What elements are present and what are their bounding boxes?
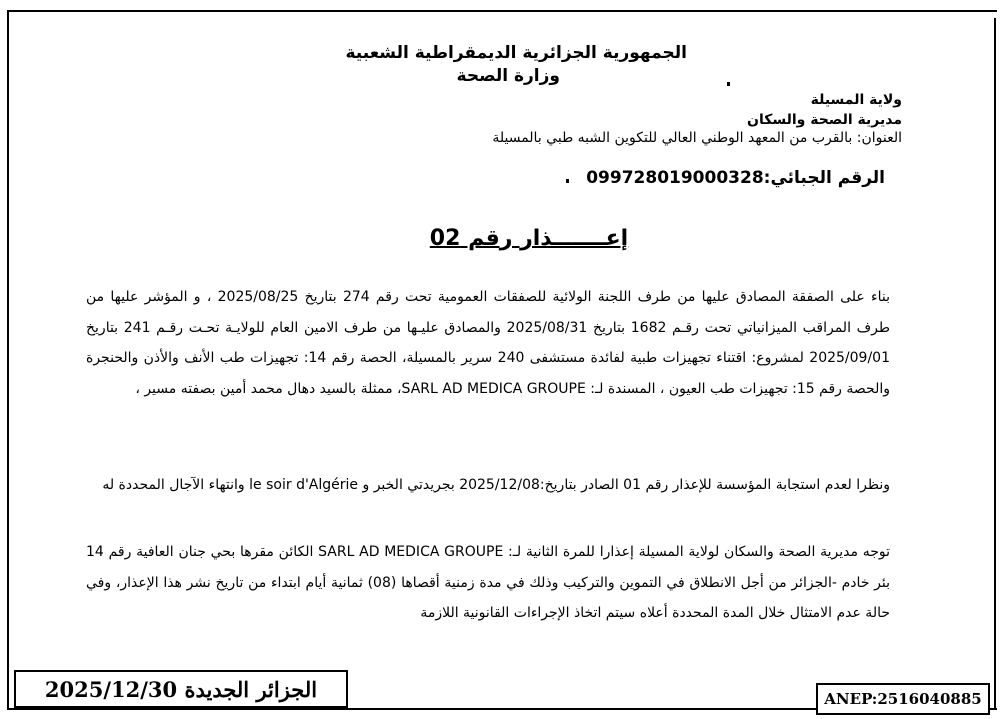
ministry-heading: وزارة الصحة <box>456 66 560 86</box>
publication-label: الجزائر الجديدة 2025/12/30 <box>44 676 318 702</box>
document-title: إعـــــــذار رقم 02 <box>429 226 629 251</box>
anep-label: ANEP:2516040885 <box>824 690 982 708</box>
republic-heading: الجمهورية الجزائرية الديمقراطية الشعبية <box>345 43 687 63</box>
scan-speck <box>727 82 730 86</box>
directorate-line: مديرية الصحة والسكان <box>747 112 902 128</box>
anep-reference <box>816 683 990 715</box>
wilaya-line: ولاية المسيلة <box>810 92 902 108</box>
tax-number: الرقم الجبائي:099728019000328 <box>586 168 885 188</box>
body-paragraph-3: توجه مديرية الصحة والسكان لولاية المسيلة إعذارا للمرة الثانية لـ: SARL AD MEDICA GROUPE الكائن مقرها بحي جنان العافية رقم 14 بئر خادم -الجزائر من أجل الانطلاق في التموين والتركيب وذلك في مدة زمنية أقصاها (08) ثمانية أيام ابتداء من تاريخ نشر هذا الإعذار، وفي حالة عدم الامتثال خلال المدة المحددة أعلاه سيتم اتخاذ الإجراءات القانونية اللازمة <box>86 544 890 621</box>
address-line: العنوان: بالقرب من المعهد الوطني العالي للتكوين الشبه طبي بالمسيلة <box>492 130 902 146</box>
scan-speck <box>566 179 569 183</box>
body-paragraph-2: ونظرا لعدم استجابة المؤسسة للإعذار رقم 01 الصادر بتاريخ:2025/12/08 بجريدتي الخبر و le soir d'Algérie وانتهاء الآجال المحددة له <box>102 477 890 493</box>
publication-stamp <box>14 670 348 708</box>
right-border-line <box>994 18 996 708</box>
body-paragraph-1: بناء على الصفقة المصادق عليها من طرف اللجنة الولائية للصفقات العمومية تحت رقم 274 بتاريخ 2025/08/25 ، و المؤشر عليها من طرف المراقب الميزانياتي تحت رقـم 1682 بتاريخ 2025/08/31 والمصادق عليـها من طرف الامين العام للولايـة تحـت رقـم 241 بتاريخ 2025/09/01 لمشروع: اقتناء تجهيزات طبية لفائدة مستشفى 240 سرير بالمسيلة، الحصة رقم 14: تجهيزات طب الأنف والأذن والحنجرة والحصة رقم 15: تجهيزات طب العيون ، المسندة لـ: SARL AD MEDICA GROUPE، ممثلة بالسيد دهال محمد أمين بصفته مسير ، <box>86 289 891 397</box>
